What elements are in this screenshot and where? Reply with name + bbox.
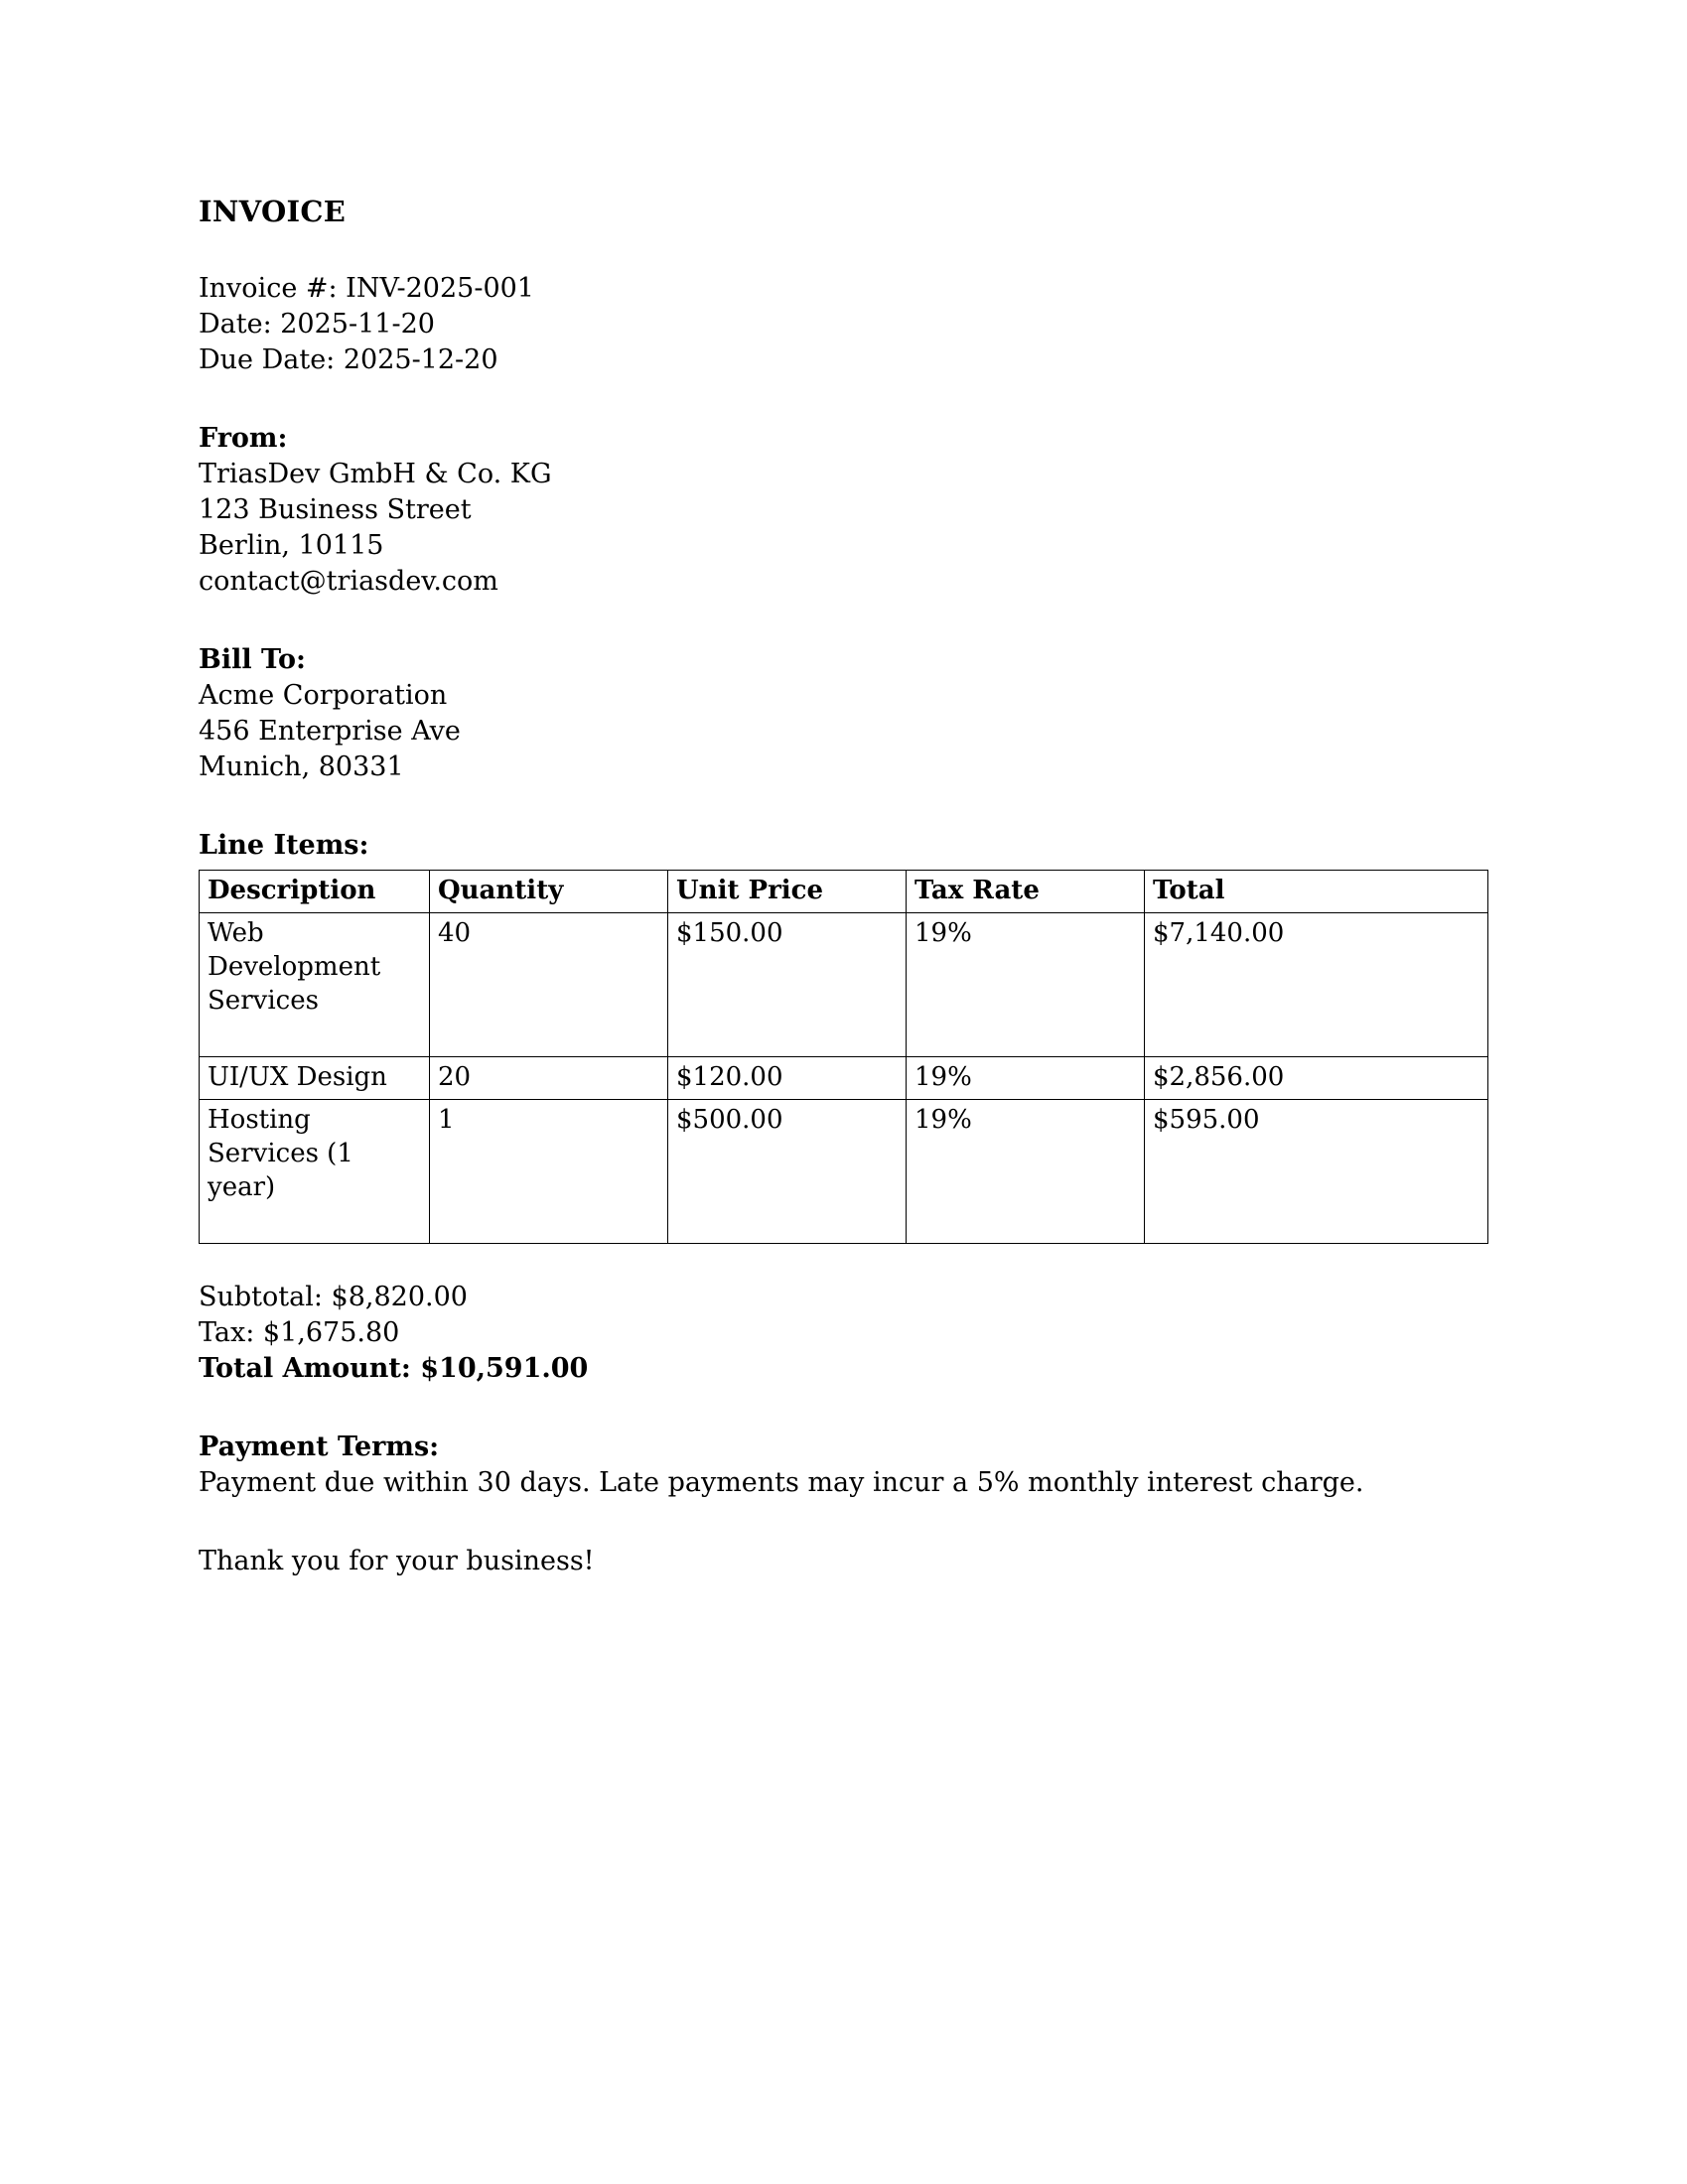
from-address-line: Berlin, 10115 bbox=[199, 529, 384, 561]
column-header-description: Description bbox=[200, 870, 430, 912]
closing-message: Thank you for your business! bbox=[199, 1545, 595, 1576]
cell-tax-rate: 19% bbox=[907, 1099, 1145, 1243]
column-header-quantity: Quantity bbox=[430, 870, 668, 912]
line-items-heading: Line Items: bbox=[199, 829, 369, 861]
bill-to-heading: Bill To: bbox=[199, 643, 306, 675]
bill-to-address-line: Acme Corporation bbox=[199, 679, 448, 711]
cell-description: Web Development Services bbox=[200, 912, 430, 1056]
cell-unit-price: $500.00 bbox=[668, 1099, 907, 1243]
cell-total: $7,140.00 bbox=[1145, 912, 1488, 1056]
invoice-meta bbox=[199, 271, 1488, 378]
totals-summary bbox=[199, 1280, 1488, 1387]
table-row bbox=[200, 912, 1488, 1056]
cell-quantity: 20 bbox=[430, 1056, 668, 1099]
table-row bbox=[200, 1099, 1488, 1243]
from-email: contact@triasdev.com bbox=[199, 565, 498, 597]
payment-terms-body: Payment due within 30 days. Late payments may incur a 5% monthly interest charge. bbox=[199, 1466, 1364, 1498]
line-items-table bbox=[199, 870, 1488, 1244]
column-header-total: Total bbox=[1145, 870, 1488, 912]
cell-unit-price: $150.00 bbox=[668, 912, 907, 1056]
table-header-row bbox=[200, 870, 1488, 912]
bill-to-address-line: Munich, 80331 bbox=[199, 751, 404, 782]
invoice-due-date: Due Date: 2025-12-20 bbox=[199, 343, 498, 375]
column-header-unit-price: Unit Price bbox=[668, 870, 907, 912]
table-row bbox=[200, 1056, 1488, 1099]
cell-tax-rate: 19% bbox=[907, 1056, 1145, 1099]
cell-total: $2,856.00 bbox=[1145, 1056, 1488, 1099]
cell-tax-rate: 19% bbox=[907, 912, 1145, 1056]
cell-description: Hosting Services (1 year) bbox=[200, 1099, 430, 1243]
page-title: INVOICE bbox=[199, 195, 347, 228]
from-address-line: 123 Business Street bbox=[199, 493, 472, 525]
bill-to-address bbox=[199, 678, 1488, 785]
cell-description: UI/UX Design bbox=[200, 1056, 430, 1099]
from-address bbox=[199, 457, 1488, 600]
subtotal: Subtotal: $8,820.00 bbox=[199, 1281, 468, 1312]
cell-unit-price: $120.00 bbox=[668, 1056, 907, 1099]
bill-to-address-line: 456 Enterprise Ave bbox=[199, 715, 461, 747]
invoice-date: Date: 2025-11-20 bbox=[199, 308, 435, 340]
from-heading: From: bbox=[199, 422, 288, 454]
grand-total: Total Amount: $10,591.00 bbox=[199, 1352, 589, 1384]
cell-total: $595.00 bbox=[1145, 1099, 1488, 1243]
from-address-line: TriasDev GmbH & Co. KG bbox=[199, 458, 552, 489]
cell-quantity: 40 bbox=[430, 912, 668, 1056]
column-header-tax-rate: Tax Rate bbox=[907, 870, 1145, 912]
payment-terms-heading: Payment Terms: bbox=[199, 1431, 440, 1462]
tax-total: Tax: $1,675.80 bbox=[199, 1316, 400, 1348]
invoice-number: Invoice #: INV-2025-001 bbox=[199, 272, 534, 304]
cell-quantity: 1 bbox=[430, 1099, 668, 1243]
